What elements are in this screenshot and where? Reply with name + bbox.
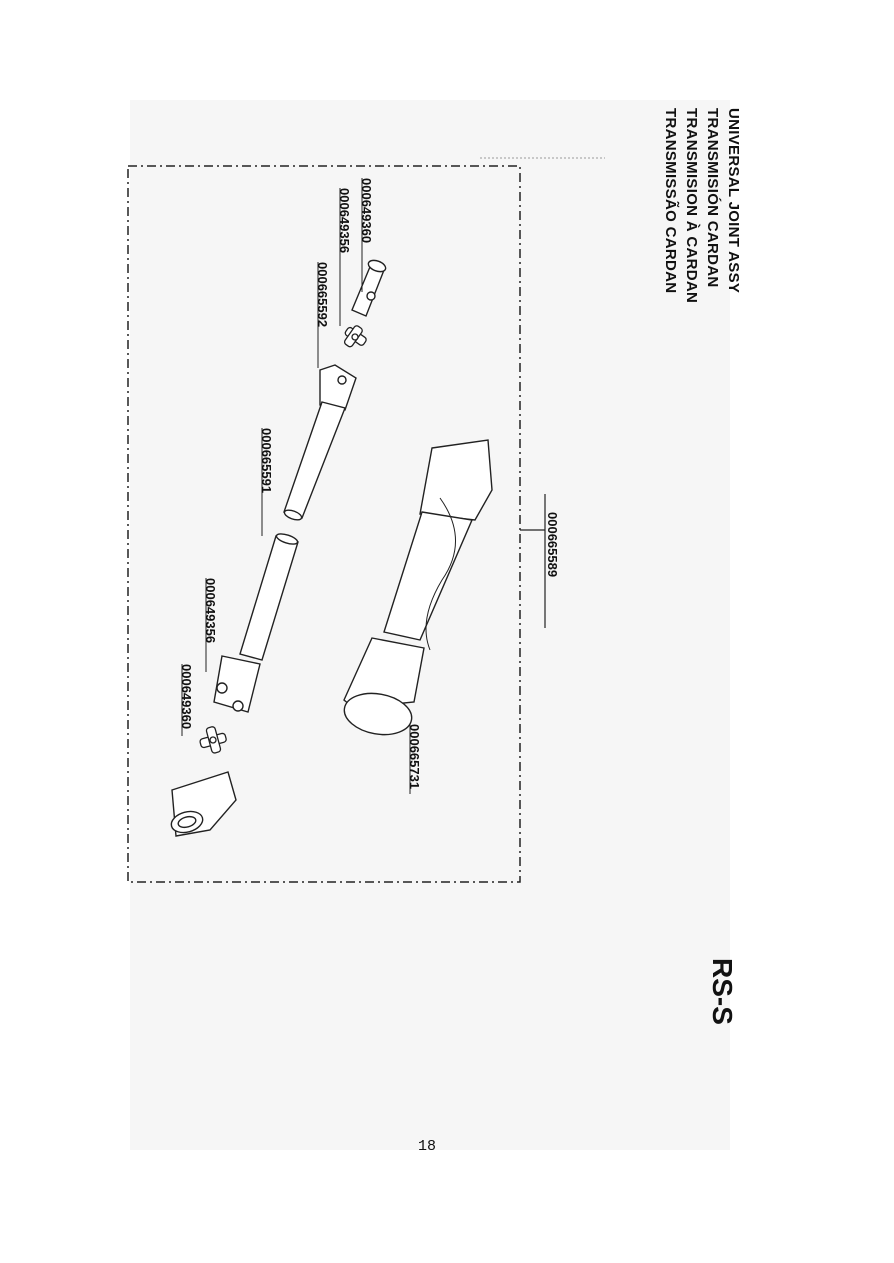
title-line-english: UNIVERSAL JOINT ASSY bbox=[725, 108, 742, 294]
part-label-yoke-upper: 000649360 bbox=[359, 178, 374, 244]
title-line-french: TRANSMISION À CARDAN bbox=[683, 108, 700, 304]
part-label-protective-guard: 000665731 bbox=[407, 724, 422, 790]
part-label-assembly: 000665589 bbox=[545, 512, 560, 578]
cross-spider-lower bbox=[199, 726, 226, 753]
yoke-upper bbox=[352, 258, 387, 316]
cross-spider-upper bbox=[343, 325, 367, 348]
part-label-yoke-lower: 000649360 bbox=[179, 664, 194, 730]
part-label-outer-tube-yoke: 000665591 bbox=[259, 428, 274, 494]
yoke-lower bbox=[169, 772, 236, 836]
part-label-inner-tube-yoke: 000665592 bbox=[315, 262, 330, 328]
page-number: 18 bbox=[418, 1138, 437, 1155]
part-label-cross-spider-upper: 000649356 bbox=[337, 188, 352, 254]
title-line-portuguese: TRANSMISSÃO CARDAN bbox=[662, 108, 679, 294]
part-label-cross-spider-lower: 000649356 bbox=[203, 578, 218, 644]
protective-guard bbox=[341, 440, 492, 740]
assembly-bracket bbox=[520, 494, 545, 628]
inner-tube-yoke bbox=[283, 365, 356, 522]
title-line-spanish: TRANSMISIÓN CARDAN bbox=[704, 108, 721, 288]
outer-tube-yoke bbox=[214, 532, 299, 712]
model-code: RS-S bbox=[707, 958, 738, 1025]
